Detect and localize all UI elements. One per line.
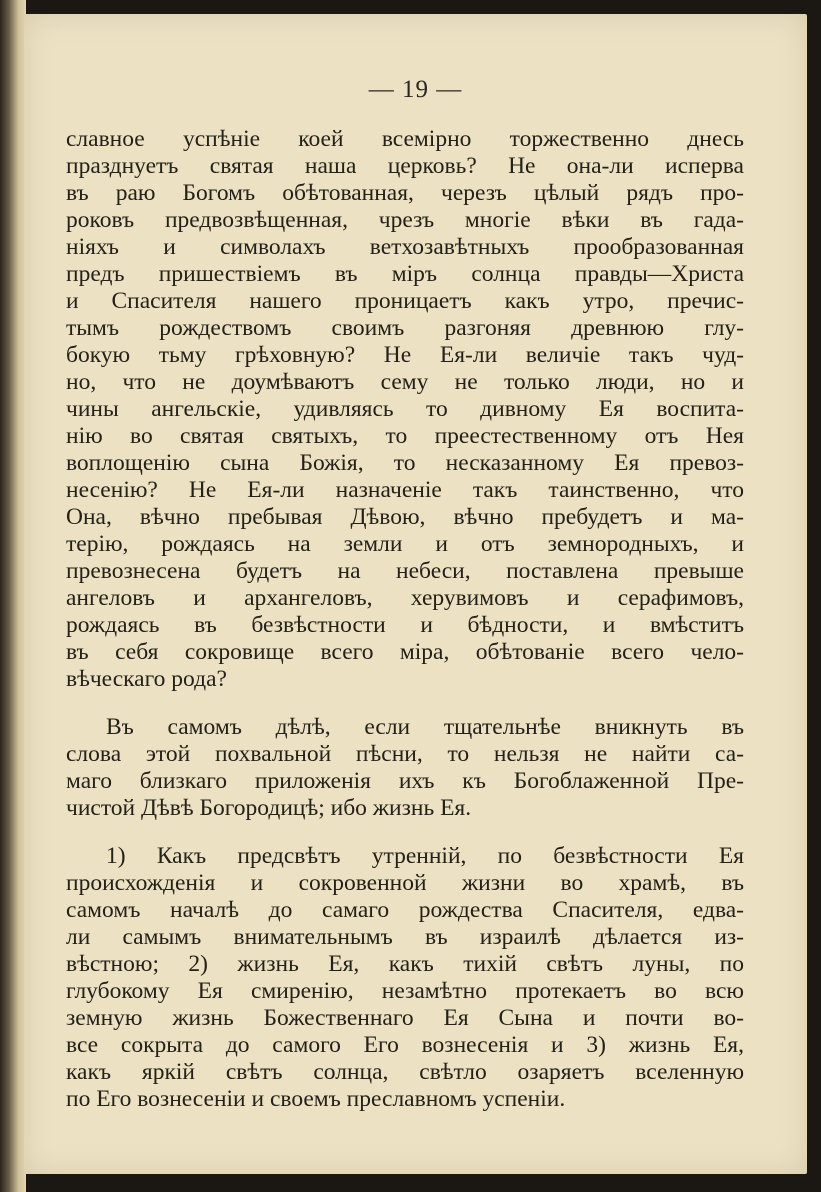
text-line: терію, рождаясь на земли и отъ земнородныхъ, и xyxy=(66,531,744,557)
text-line: ангеловъ и архангеловъ, херувимовъ и серафимовъ, xyxy=(66,585,744,611)
text-line: рождаясь въ безвѣстности и бѣдности, и вмѣститъ xyxy=(66,612,744,638)
paragraph-gap xyxy=(66,822,744,843)
text-line: но, что не доумѣваютъ сему не только люди, но и xyxy=(66,369,744,395)
text-line: какъ яркій свѣтъ солнца, свѣтло озаряетъ вселенную xyxy=(66,1059,744,1085)
text-line: предъ пришествіемъ въ міръ солнца правды—Христа xyxy=(66,261,744,287)
text-line: превознесена будетъ на небеси, поставлена превыше xyxy=(66,558,744,584)
text-line: тымъ рождествомъ своимъ разгоняя древнюю глу- xyxy=(66,315,744,341)
text-line: нію во святая святыхъ, то преестественному отъ Нея xyxy=(66,423,744,449)
text-line: земную жизнь Божественнаго Ея Сына и почти во- xyxy=(66,1005,744,1031)
text-line: роковъ предвозвѣщенная, чрезъ многіе вѣки въ гада- xyxy=(66,207,744,233)
page-number: — 19 — xyxy=(368,76,463,103)
text-line: славное успѣніе коей всемірно торжественно днесь xyxy=(66,126,744,152)
paragraph-gap xyxy=(66,693,744,714)
text-line: и Спасителя нашего проницаетъ какъ утро, пречис- xyxy=(66,288,744,314)
paragraph-3 xyxy=(66,843,744,1113)
text-line: глубокому Ея смиренію, незамѣтно протекаетъ во всю xyxy=(66,978,744,1004)
text-line: Она, вѣчно пребывая Дѣвою, вѣчно пребудетъ и ма- xyxy=(66,504,744,530)
paragraph-1 xyxy=(66,126,744,693)
text-line: вѣстною; 2) жизнь Ея, какъ тихій свѣтъ луны, по xyxy=(66,951,744,977)
text-line: несенію? Не Ея-ли назначеніе такъ таинственно, что xyxy=(66,477,744,503)
text-line: чины ангельскіе, удивляясь то дивному Ея воспита- xyxy=(66,396,744,422)
text-line: 1) Какъ предсвѣтъ утренній, по безвѣстности Ея xyxy=(106,843,744,869)
book-page xyxy=(24,14,807,1174)
text-line: въ себя сокровище всего міра, обѣтованіе всего чело- xyxy=(66,639,744,665)
text-line: празднуетъ святая наша церковь? Не она-ли исперва xyxy=(66,153,744,179)
text-line: маго близкаго приложенія ихъ къ Богоблаженной Пре- xyxy=(66,768,744,794)
text-line: по Его вознесеніи и своемъ преславномъ успеніи. xyxy=(66,1086,566,1112)
text-line: воплощенію сына Божія, то несказанному Ея превоз- xyxy=(66,450,744,476)
text-line: происхожденія и сокровенной жизни во храмѣ, въ xyxy=(66,870,744,896)
text-line: въ раю Богомъ обѣтованная, черезъ цѣлый рядъ про- xyxy=(66,180,744,206)
text-line: Въ самомъ дѣлѣ, если тщательнѣе вникнуть въ xyxy=(106,714,744,740)
text-line: самомъ началѣ до самаго рождества Спасителя, едва- xyxy=(66,897,744,923)
text-line: бокую тьму грѣховную? Не Ея-ли величіе такъ чуд- xyxy=(66,342,744,368)
left-page-edge xyxy=(0,0,26,1192)
paragraph-2 xyxy=(66,714,744,822)
text-line: ли самымъ внимательнымъ въ израилѣ дѣлается из- xyxy=(66,924,744,950)
text-line: чистой Дѣвѣ Богородицѣ; ибо жизнь Ея. xyxy=(66,795,472,821)
text-line: все сокрыта до самого Его вознесенія и 3) жизнь Ея, xyxy=(66,1032,744,1058)
page-body xyxy=(66,126,744,1113)
text-line: ніяхъ и символахъ ветхозавѣтныхъ прообразованная xyxy=(66,234,744,260)
text-line: вѣческаго рода? xyxy=(66,666,227,692)
text-line: слова этой похвальной пѣсни, то нельзя не найти са- xyxy=(66,741,744,767)
